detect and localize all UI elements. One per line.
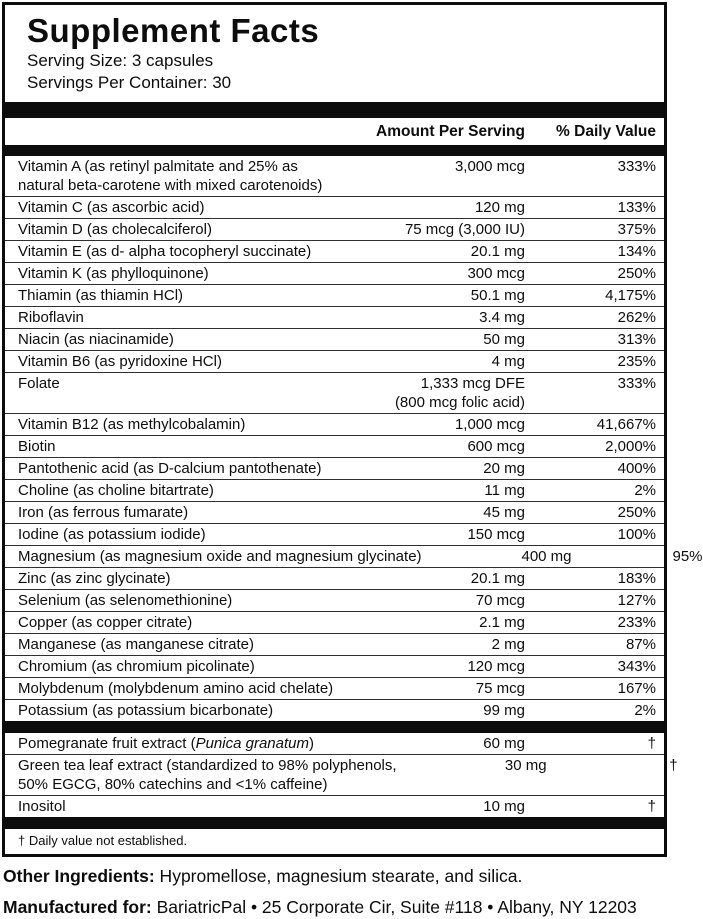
row-amount: 11 mg xyxy=(484,482,525,499)
botanical-table xyxy=(5,733,678,817)
row-nutrient-name: Chromium (as chromium picolinate) xyxy=(18,658,255,675)
nutrient-table xyxy=(5,156,703,721)
row-nutrient-name: Vitamin C (as ascorbic acid) xyxy=(18,199,205,216)
row-nutrient-name: Choline (as choline bitartrate) xyxy=(18,482,214,499)
manufactured-for-label: Manufactured for: xyxy=(3,897,152,917)
row-daily-value: 127% xyxy=(617,592,656,609)
row-daily-value: 250% xyxy=(617,265,656,282)
row-daily-value: 233% xyxy=(617,614,656,631)
column-header-row xyxy=(5,118,664,145)
row-nutrient-name: Pantothenic acid (as D-calcium pantothenate) xyxy=(18,460,322,477)
row-daily-value: 134% xyxy=(617,243,656,260)
table-row xyxy=(5,306,664,328)
row-nutrient-name: Green tea leaf extract (standardized to 98% polyphenols, 50% EGCG, 80% catechins and <1% caffeine) xyxy=(18,757,397,793)
row-amount: 150 mcg xyxy=(467,526,525,543)
row-daily-value: † xyxy=(647,735,656,752)
divider-section-bar xyxy=(5,721,664,733)
row-nutrient-name: Molybdenum (molybdenum amino acid chelate) xyxy=(18,680,334,697)
row-nutrient-name: Vitamin B6 (as pyridoxine HCl) xyxy=(18,353,222,370)
row-amount: 99 mg xyxy=(483,702,525,719)
row-nutrient-name: Copper (as copper citrate) xyxy=(18,614,193,631)
servings-per-container: Servings Per Container: 30 xyxy=(27,73,232,92)
column-header-dv: % Daily Value xyxy=(556,122,656,140)
table-row xyxy=(5,218,664,240)
serving-size: Serving Size: 3 capsules xyxy=(27,51,214,70)
other-ingredients-label: Other Ingredients: xyxy=(3,866,155,886)
row-daily-value: 343% xyxy=(617,658,656,675)
row-daily-value: 235% xyxy=(617,353,656,370)
table-row xyxy=(5,413,664,435)
row-daily-value: 2% xyxy=(634,482,656,499)
manufactured-for-text: BariatricPal • 25 Corporate Cir, Suite #118 • Albany, NY 12203 xyxy=(151,897,637,917)
row-amount: 20.1 mg xyxy=(470,570,525,587)
row-nutrient-name: Vitamin E (as d- alpha tocopheryl succinate) xyxy=(18,243,312,260)
row-daily-value: 2,000% xyxy=(605,438,656,455)
row-daily-value: † xyxy=(669,757,678,774)
row-amount: 10 mg xyxy=(483,798,525,815)
row-nutrient-name: Niacin (as niacinamide) xyxy=(18,331,174,348)
row-nutrient-name: Vitamin D (as cholecalciferol) xyxy=(18,221,212,238)
table-row xyxy=(5,284,664,306)
row-amount: 120 mcg xyxy=(467,658,525,675)
row-nutrient-name: Biotin xyxy=(18,438,56,455)
footnote: † Daily value not established. xyxy=(18,833,188,848)
row-daily-value: 400% xyxy=(617,460,656,477)
row-nutrient-name: Manganese (as manganese citrate) xyxy=(18,636,254,653)
row-daily-value: 250% xyxy=(617,504,656,521)
row-nutrient-name: Pomegranate fruit extract (Punica granatum) xyxy=(18,735,314,752)
row-nutrient-name: Potassium (as potassium bicarbonate) xyxy=(18,702,274,719)
row-nutrient-name: Magnesium (as magnesium oxide and magnesium glycinate) xyxy=(18,548,422,565)
row-amount: 3,000 mcg xyxy=(454,158,525,175)
row-amount: 1,333 mcg DFE (800 mcg folic acid) xyxy=(394,375,525,411)
row-amount: 50.1 mg xyxy=(470,287,525,304)
row-nutrient-name: Iodine (as potassium iodide) xyxy=(18,526,206,543)
row-daily-value: 262% xyxy=(617,309,656,326)
row-amount: 60 mg xyxy=(483,735,525,752)
table-row xyxy=(5,545,703,567)
row-daily-value: 100% xyxy=(617,526,656,543)
row-amount: 120 mg xyxy=(474,199,525,216)
table-row xyxy=(5,435,664,457)
row-nutrient-name: Inositol xyxy=(18,798,66,815)
row-daily-value: 183% xyxy=(617,570,656,587)
other-ingredients-text: Hypromellose, magnesium stearate, and silica. xyxy=(154,866,523,886)
row-amount: 3.4 mg xyxy=(479,309,525,326)
row-daily-value: 95% xyxy=(672,548,703,565)
row-amount: 50 mg xyxy=(483,331,525,348)
column-header-amount: Amount Per Serving xyxy=(376,122,525,140)
row-amount: 400 mg xyxy=(521,548,572,565)
row-nutrient-name: Iron (as ferrous fumarate) xyxy=(18,504,189,521)
row-amount: 75 mcg xyxy=(475,680,525,697)
row-nutrient-name: Folate xyxy=(18,375,60,392)
row-nutrient-name: Vitamin A (as retinyl palmitate and 25% as natural beta-carotene with mixed carotenoids) xyxy=(18,158,323,194)
table-row xyxy=(5,523,664,545)
table-row xyxy=(5,479,664,501)
row-amount: 20 mg xyxy=(483,460,525,477)
row-daily-value: 313% xyxy=(617,331,656,348)
table-row xyxy=(5,754,678,795)
divider-thick-bar xyxy=(5,102,664,118)
row-daily-value: 87% xyxy=(625,636,656,653)
table-row xyxy=(5,457,664,479)
manufactured-for xyxy=(3,895,667,919)
table-row xyxy=(5,611,664,633)
row-nutrient-name: Thiamin (as thiamin HCl) xyxy=(18,287,184,304)
divider-footnote-bar xyxy=(5,817,664,829)
table-row xyxy=(5,350,664,372)
table-row xyxy=(5,156,664,196)
table-row xyxy=(5,567,664,589)
other-ingredients xyxy=(3,864,667,888)
row-daily-value: 133% xyxy=(617,199,656,216)
table-row xyxy=(5,196,664,218)
table-row xyxy=(5,633,664,655)
table-row xyxy=(5,699,664,721)
row-amount: 20.1 mg xyxy=(470,243,525,260)
row-nutrient-name: Vitamin K (as phylloquinone) xyxy=(18,265,209,282)
page-title: Supplement Facts xyxy=(27,12,320,49)
table-row xyxy=(5,328,664,350)
row-amount: 2.1 mg xyxy=(479,614,525,631)
row-daily-value: 375% xyxy=(617,221,656,238)
row-nutrient-name: Vitamin B12 (as methylcobalamin) xyxy=(18,416,246,433)
divider-medium-bar xyxy=(5,145,664,156)
table-row xyxy=(5,677,664,699)
table-row xyxy=(5,372,664,413)
row-nutrient-name: Riboflavin xyxy=(18,309,84,326)
row-daily-value: 167% xyxy=(617,680,656,697)
panel-header xyxy=(5,5,664,102)
row-amount: 45 mg xyxy=(483,504,525,521)
row-nutrient-name: Selenium (as selenomethionine) xyxy=(18,592,233,609)
row-amount: 2 mg xyxy=(491,636,525,653)
row-daily-value: 41,667% xyxy=(596,416,656,433)
table-row xyxy=(5,240,664,262)
row-amount: 300 mcg xyxy=(467,265,525,282)
table-row xyxy=(5,733,664,754)
row-amount: 4 mg xyxy=(491,353,525,370)
row-daily-value: 333% xyxy=(617,158,656,175)
row-daily-value: † xyxy=(647,798,656,815)
table-row xyxy=(5,795,664,817)
supplement-facts-panel xyxy=(2,2,703,857)
table-row xyxy=(5,655,664,677)
table-row xyxy=(5,262,664,284)
row-amount: 1,000 mcg xyxy=(454,416,525,433)
row-daily-value: 333% xyxy=(617,375,656,392)
row-daily-value: 2% xyxy=(634,702,656,719)
row-nutrient-name: Zinc (as zinc glycinate) xyxy=(18,570,171,587)
row-amount: 70 mcg xyxy=(475,592,525,609)
row-amount: 600 mcg xyxy=(467,438,525,455)
row-amount: 75 mcg (3,000 IU) xyxy=(404,221,525,238)
supplement-label-page xyxy=(0,2,703,917)
table-row xyxy=(5,501,664,523)
row-daily-value: 4,175% xyxy=(605,287,656,304)
table-row xyxy=(5,589,664,611)
row-amount: 30 mg xyxy=(504,757,547,774)
